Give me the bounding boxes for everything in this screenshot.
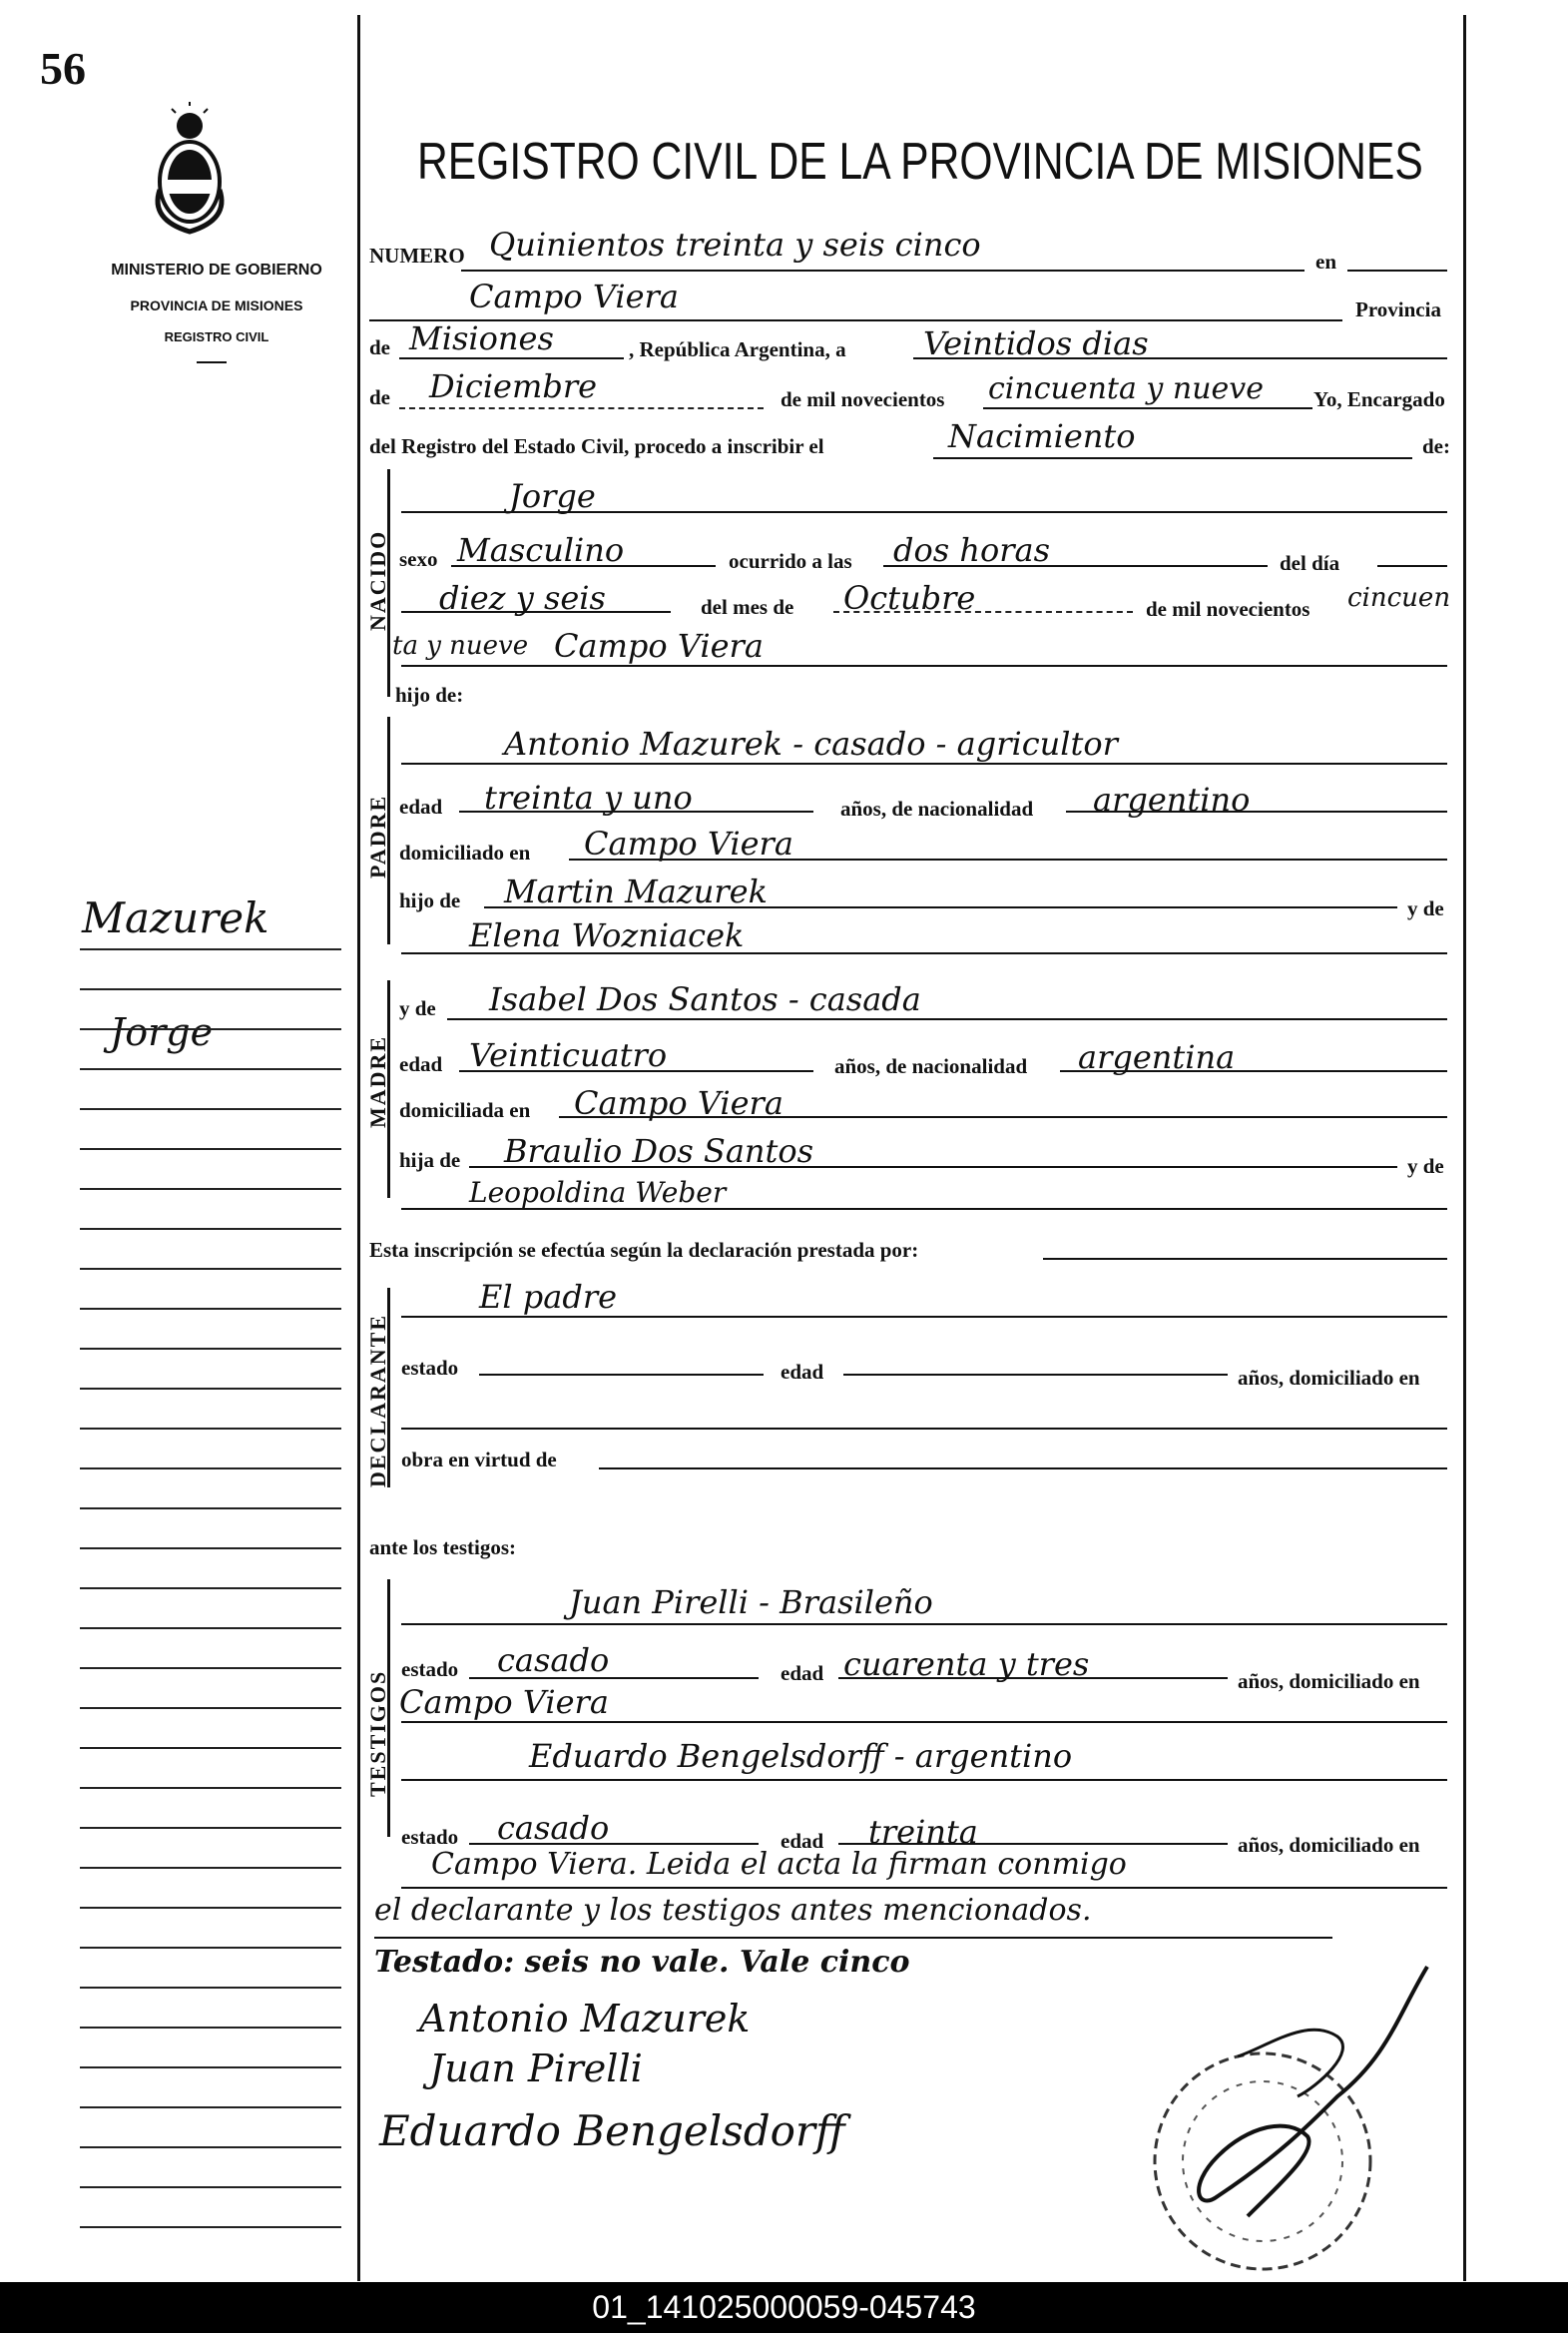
obra-label: obra en virtud de xyxy=(401,1448,557,1471)
testado-note: Testado: seis no vale. Vale cinco xyxy=(374,1945,910,1980)
nombre-value: Jorge xyxy=(509,477,596,515)
official-signature-icon xyxy=(1158,1957,1447,2246)
madre-dom-value: Campo Viera xyxy=(574,1084,784,1122)
padre-edad-label: edad xyxy=(399,795,443,819)
signature-juan: Juan Pirelli xyxy=(429,2046,643,2090)
testigos-side-label: TESTIGOS xyxy=(365,1669,390,1797)
ante-testigos-label: ante los testigos: xyxy=(369,1535,516,1559)
hora-value: dos horas xyxy=(893,531,1051,569)
argentine-coat-of-arms-icon xyxy=(150,100,230,240)
madre-y-de-label-2: y de xyxy=(1407,1154,1444,1178)
padre-hijo-de-label: hijo de xyxy=(399,888,461,912)
mes-value: Diciembre xyxy=(429,367,598,405)
madre-edad-label: edad xyxy=(399,1052,443,1076)
ocurrido-label: ocurrido a las xyxy=(729,549,852,573)
padre-edad-value: treinta y uno xyxy=(484,779,693,817)
nacido-side-label: NACIDO xyxy=(365,529,390,631)
en-value: Campo Viera xyxy=(469,278,679,315)
province-label: PROVINCIA DE MISIONES xyxy=(130,297,303,313)
acto-value: Nacimiento xyxy=(948,417,1136,455)
anio-value: cincuenta y nueve xyxy=(988,371,1264,406)
testigo1-estado-value: casado xyxy=(497,1641,610,1679)
testigo2-estado-value: casado xyxy=(497,1809,610,1847)
test1-estado-label: estado xyxy=(401,1657,459,1681)
del-dia-label: del día xyxy=(1280,551,1340,575)
testigo1-dom-value: Campo Viera xyxy=(399,1683,609,1721)
page-title: REGISTRO CIVIL DE LA PROVINCIA DE MISIONES xyxy=(417,133,1423,191)
office-label: REGISTRO CIVIL xyxy=(164,329,269,344)
cierre-line-1: Campo Viera. Leida el acta la firman conmigo xyxy=(431,1847,1127,1882)
testigo2-edad-value: treinta xyxy=(868,1813,978,1851)
de-label: de xyxy=(369,335,390,359)
page-number: 56 xyxy=(40,43,86,94)
yo-encargado-label: Yo, Encargado xyxy=(1313,387,1445,411)
testigo1-edad-value: cuarenta y tres xyxy=(843,1645,1090,1683)
cierre-line-2: el declarante y los testigos antes mencionados. xyxy=(374,1893,1092,1928)
testigo2-value: Eduardo Bengelsdorff - argentino xyxy=(529,1737,1073,1775)
padre-dom-value: Campo Viera xyxy=(584,825,793,863)
numero-value: Quinientos treinta y seis cinco xyxy=(489,226,981,264)
madre-madre-value: Leopoldina Weber xyxy=(469,1176,727,1209)
madre-hija-de-label: hija de xyxy=(399,1148,461,1172)
padre-dom-label: domiciliado en xyxy=(399,841,531,865)
hijo-de-label: hijo de: xyxy=(395,683,464,707)
left-border xyxy=(357,15,360,2281)
madre-anios-label: años, de nacionalidad xyxy=(834,1054,1028,1078)
dia-value: Veintidos dias xyxy=(923,324,1149,362)
de-colon-label: de: xyxy=(1422,434,1450,458)
madre-y-de-label: y de xyxy=(399,996,436,1020)
padre-nac-value: argentino xyxy=(1093,781,1251,819)
sexo-label: sexo xyxy=(399,547,438,571)
padre-padre-value: Martin Mazurek xyxy=(504,873,768,910)
declarante-value: El padre xyxy=(479,1278,618,1316)
de-mil-label: de mil novecientos xyxy=(781,387,945,411)
provincia-value: Misiones xyxy=(409,319,554,357)
test1-edad-label: edad xyxy=(781,1661,824,1685)
signature-antonio: Antonio Mazurek xyxy=(419,1997,751,2041)
lugar-nac-value: Campo Viera xyxy=(554,627,764,665)
ministry-label: MINISTERIO DE GOBIERNO xyxy=(111,262,322,279)
madre-padre-value: Braulio Dos Santos xyxy=(504,1132,814,1170)
en-label: en xyxy=(1315,250,1336,274)
test2-anios-label: años, domiciliado en xyxy=(1238,1833,1420,1857)
declarante-side-label: DECLARANTE xyxy=(365,1313,390,1487)
madre-value: Isabel Dos Santos - casada xyxy=(489,980,921,1018)
madre-dom-label: domiciliada en xyxy=(399,1098,531,1122)
de-label-2: de xyxy=(369,385,390,409)
signature-eduardo: Eduardo Bengelsdorff xyxy=(379,2106,845,2155)
padre-madre-value: Elena Wozniacek xyxy=(469,916,745,954)
del-registro-label: del Registro del Estado Civil, procedo a inscribir el xyxy=(369,434,824,458)
testigo1-value: Juan Pirelli - Brasileño xyxy=(569,1583,933,1621)
provincia-label: Provincia xyxy=(1355,297,1441,321)
right-border xyxy=(1463,15,1466,2281)
margin-given-name: Jorge xyxy=(110,1010,214,1054)
madre-side-label: MADRE xyxy=(365,1034,390,1128)
footer-file-id: 01_141025000059-045743 xyxy=(0,2282,1568,2333)
anio-nac-value-1: cincuen xyxy=(1347,583,1451,613)
margin-surname: Mazurek xyxy=(82,893,269,942)
madre-edad-value: Veinticuatro xyxy=(469,1036,668,1074)
padre-side-label: PADRE xyxy=(365,794,390,878)
inscripcion-label: Esta inscripción se efectúa según la declaración prestada por: xyxy=(369,1238,919,1262)
decl-estado-label: estado xyxy=(401,1356,459,1380)
test2-edad-label: edad xyxy=(781,1829,824,1853)
decl-edad-label: edad xyxy=(781,1360,824,1384)
madre-nac-value: argentina xyxy=(1078,1038,1236,1076)
sexo-value: Masculino xyxy=(457,531,625,569)
padre-value: Antonio Mazurek - casado - agricultor xyxy=(504,725,1118,763)
de-mil-nov-label: de mil novecientos xyxy=(1146,597,1310,621)
decl-anios-label: años, domiciliado en xyxy=(1238,1366,1420,1390)
del-mes-label: del mes de xyxy=(701,595,794,619)
numero-label: NUMERO xyxy=(369,244,465,268)
mes-nac-value: Octubre xyxy=(843,579,976,617)
test2-estado-label: estado xyxy=(401,1825,459,1849)
padre-anios-label: años, de nacionalidad xyxy=(840,797,1034,821)
republica-label: , República Argentina, a xyxy=(629,337,846,361)
padre-y-de-label: y de xyxy=(1407,896,1444,920)
test1-anios-label: años, domiciliado en xyxy=(1238,1669,1420,1693)
anio-nac-value-2: ta y nueve xyxy=(392,631,529,661)
dia-nac-value: diez y seis xyxy=(439,579,606,617)
